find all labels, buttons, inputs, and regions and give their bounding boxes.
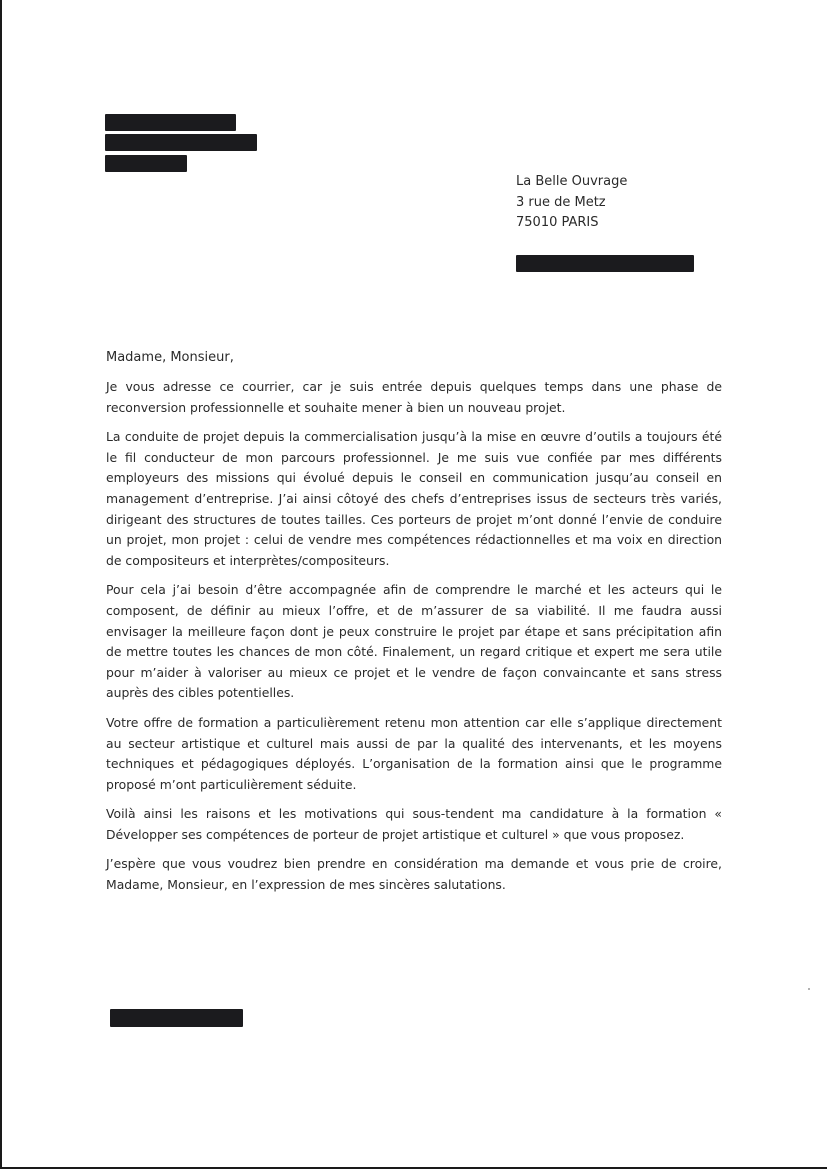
paragraph-closing: J’espère que vous voudrez bien prendre en considération ma demande et vous prie de croire, Madame, Monsieur, en l’expression de mes sincères salutations. xyxy=(106,856,722,893)
redacted-sender-name xyxy=(105,114,236,131)
paragraph-motivation: Voilà ainsi les raisons et les motivations qui sous-tendent ma candidature à la formation « Développer ses compétences de porteur de projet artistique et culturel » que vous proposez. xyxy=(106,806,722,842)
redacted-date xyxy=(516,255,694,272)
redacted-signature xyxy=(110,1009,243,1027)
recipient-street: 3 rue de Metz xyxy=(516,194,606,210)
recipient-address-block xyxy=(516,172,627,234)
redacted-sender-city xyxy=(105,155,187,172)
redacted-sender-address xyxy=(105,134,257,151)
letter-body xyxy=(106,377,722,905)
recipient-name: La Belle Ouvrage xyxy=(516,174,628,189)
salutation: Madame, Monsieur, xyxy=(106,350,234,365)
paragraph-offer: Votre offre de formation a particulièrement retenu mon attention car elle s’applique directement au secteur artistique et culturel mais aussi de par la qualité des intervenants, et les moyens techniques et pédagogiques déployés. L’organisation de la formation ainsi que le programme proposé m’ont particulièrement séduite. xyxy=(106,714,722,792)
recipient-city: 75010 PARIS xyxy=(516,215,599,230)
paragraph-needs: Pour cela j’ai besoin d’être accompagnée afin de comprendre le marché et les acteurs qui le composent, de définir au mieux l’offre, et de m’assurer de sa viabilité. Il me faudra aussi envisager la meilleure façon dont je peux construire le projet par étape et sans précipitation afin de mettre toutes les chances de mon côté. Finalement, un regard critique et expert me sera utile pour m’aider à valoriser au mieux ce projet et le vendre de façon convaincante et sans stress auprès des cibles potentielles. xyxy=(106,582,722,701)
scan-edge xyxy=(0,0,2,1169)
scan-speck xyxy=(808,988,810,990)
paragraph-background: La conduite de projet depuis la commercialisation jusqu’à la mise en œuvre d’outils a toujours été le fil conducteur de mon parcours professionnel. Je me suis vue confiée par mes différents employeurs des missions qui évolué depuis le conseil en communication jusqu’au conseil en management d’entreprise. J’ai ainsi côtoyé des chefs d’entreprises issus de secteurs très variés, dirigeant des structures de toutes tailles. Ces porteurs de projet m’ont donné l’envie de conduire un projet, mon projet : celui de vendre mes compétences rédactionnelles et ma voix en direction de compositeurs et interprètes/compositeurs. xyxy=(106,429,722,568)
paragraph-intro: Je vous adresse ce courrier, car je suis entrée depuis quelques temps dans une phase de reconversion professionnelle et souhaite mener à bien un nouveau projet. xyxy=(106,379,722,415)
